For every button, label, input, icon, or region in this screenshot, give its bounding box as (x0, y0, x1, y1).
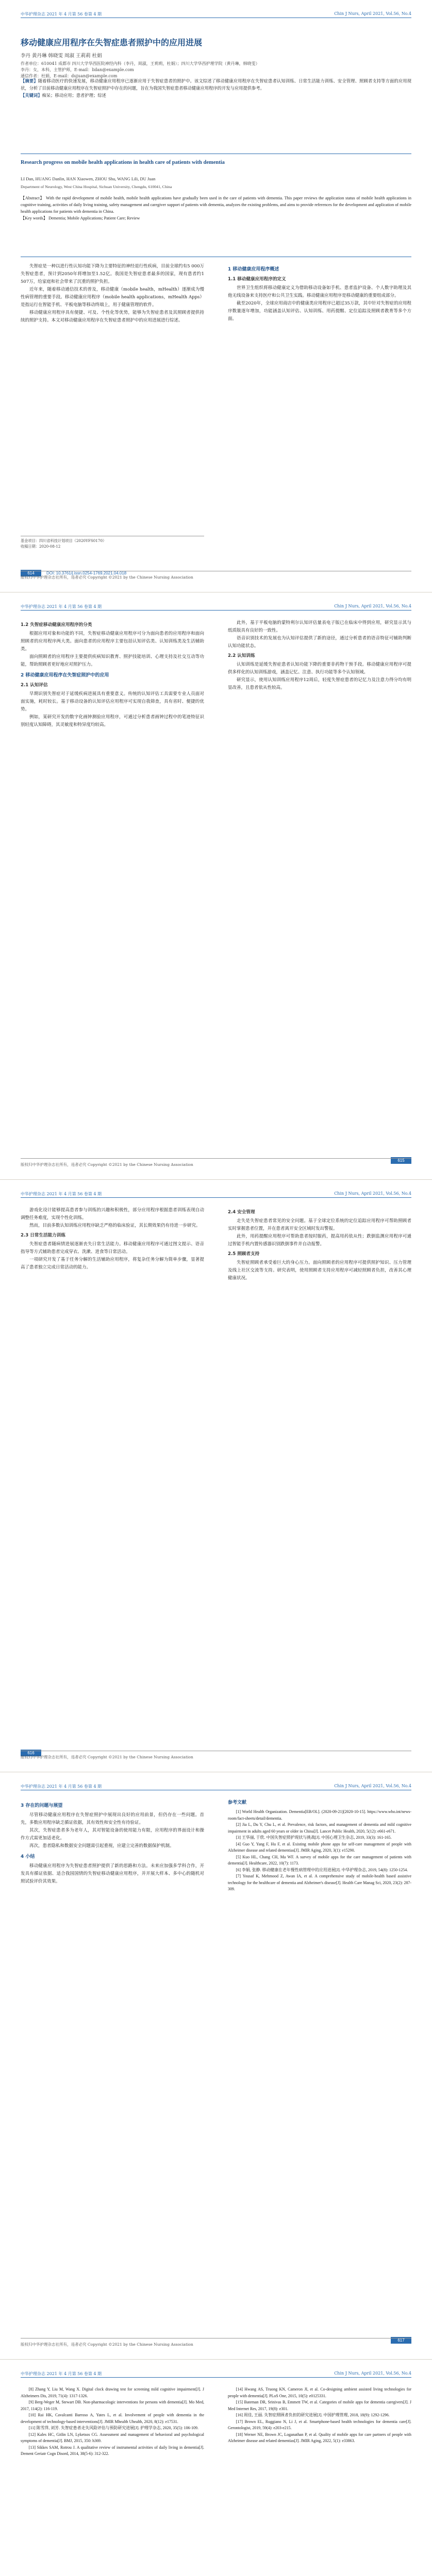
section-heading: 4 小结 (21, 1854, 35, 1859)
reference-item: [15] Bateman DR, Srinivas B, Emmett TW, et al. Categories of mobile apps for dementia caregivers[J]. J Med Internet Res, 2017, 19(8): e301. (228, 2400, 411, 2411)
footer-copyright: 版权归中华护理杂志社所有，违者必究 Copyright ©2021 by the Chinese Nursing Association (21, 1162, 193, 1167)
running-head-left: 中华护理杂志 2021 年 4 月第 56 卷第 4 期 (21, 2371, 102, 2376)
reference-item: [1] World Health Organization. Dementia[EB/OL]. (2020-09-21)[2020-10-15]. https://www.who.int/news-room/fact-sheets/detail/dementia. (228, 1809, 411, 1821)
references-column-left (21, 2386, 204, 2458)
reference-item: [5] Kuo HL, Chang CH, Ma WF. A survey of mobile apps for the care management of patients with dementia[J]. Healthcare, 2022, 10(7): 1173. (228, 1854, 411, 1866)
body-column-left (21, 619, 204, 729)
section-heading: 3 存在的问题与展望 (21, 1803, 63, 1808)
running-head (21, 1191, 411, 1198)
body-column-right (228, 1207, 411, 1282)
paragraph: 移动健康应用程序具有便捷、可及、个性化等优势，能够为失智症患者及其照顾者提供持续的照护支持。本文对移动健康应用程序在失智症患者照护中的应用进展进行综述。 (21, 310, 204, 323)
paragraph: 根据应用对象和功能的不同，失智症移动健康应用程序可分为面向患者的应用程序和面向照顾者的应用程序两大类。面向患者的应用程序主要包括认知评估类、认知训练类及生活辅助类。 (21, 631, 204, 652)
paragraph: 再次，患者隐私和数据安全问题需引起重视，应建立完善的数据保护机制。 (29, 1843, 174, 1849)
reference-item: [9] Berg-Weger M, Stewart DB. Non-pharmacologic interventions for persons with dementia[J]. Mo Med, 2017, 114(2): 116-119. (21, 2400, 204, 2411)
article-title-en: Research progress on mobile health applications in health care of patients with dementia (21, 160, 225, 165)
body-column-left (21, 1799, 204, 1886)
subsection-heading: 2.2 认知训练 (228, 653, 255, 658)
reference-item: [7] Yousaf K, Mehmood Z, Awan IA, et al. A comprehensive study of mobile-health based assistive technology for the healthcare of dementia and Alzheimer's disease[J]. Health Care Manag Sci, 2020, 23(2): 287-309. (228, 1874, 411, 1891)
paragraph: 认知训练是延缓失智症患者认知功能下降的重要非药物干预手段。移动健康应用程序可提供多样化的认知训练游戏，涵盖记忆、注意、执行功能等多个认知领域。 (228, 662, 411, 675)
subsection-heading: 1.2 失智症移动健康应用程序的分类 (21, 622, 92, 628)
abstract-cn (21, 77, 411, 99)
reference-item: [18] Werner NE, Brown JC, Loganathan P, et al. Quality of mobile apps for care partners of people with Alzheimer disease and related dementias[J]. JMIR Aging, 2022, 5(1): e33863. (228, 2432, 411, 2443)
paragraph: 近年来，随着移动通信技术的普及，移动健康（mobile health，mHealth）逐渐成为慢性病管理的重要手段。移动健康应用程序（mobile health applications，mHealth Apps）是指运行在智能手机、平板电脑等移动终端上，用于健康管理的软件。 (21, 287, 204, 308)
paragraph: 一项研究开发了基于任务分解的生活辅助应用程序，将复杂任务分解为简单步骤，显著提高了患者独立完成日常活动的能力。 (21, 1257, 204, 1270)
body-column-left (21, 263, 204, 325)
subsection-heading: 1.1 移动健康应用程序的定义 (228, 277, 286, 282)
reference-item: [2] Jia L, Du Y, Chu L, et al. Prevalence, risk factors, and management of dementia and mild cognitive impairment in adults aged 60 years or older in China[J]. Lancet Public Health, 2020, 5(12): e661-e671. (228, 1822, 411, 1834)
paragraph: 尽管移动健康应用程序在失智症照护中展现出良好的应用前景，但仍存在一些问题。首先，多数应用程序缺乏循证依据，其有效性和安全性有待验证。 (21, 1812, 204, 1825)
running-head (21, 11, 411, 18)
subsection-heading: 2.4 安全管理 (228, 1210, 255, 1215)
body-column-left (21, 1207, 204, 1272)
references-column-right (228, 2386, 411, 2445)
paragraph: 失智症患者随病情进展逐渐丧失日常生活能力。移动健康应用程序可通过图文提示、语音指导等方式辅助患者完成穿衣、洗漱、进食等日常活动。 (21, 1242, 204, 1255)
running-head-left: 中华护理杂志 2021 年 4 月第 56 卷第 4 期 (21, 604, 102, 609)
subsection-heading: 2.3 日常生活能力训练 (21, 1233, 65, 1238)
running-head-right: Chin J Nurs, April 2021, Vol.56, No.4 (334, 2371, 411, 2376)
paragraph: 失智症是一种以进行性认知功能下降为主要特征的神经退行性疾病，目前全球约有5 000万失智症患者，预计到2050年将增加至1.52亿。我国是失智症患者最多的国家，现有患者约1 507万，给家庭和社会带来了沉重的照护负担。 (21, 264, 204, 284)
running-head (21, 1784, 411, 1790)
keywords-label: 【关键词】 (21, 93, 42, 98)
references-heading: 参考文献 (228, 1800, 247, 1805)
journal-page-5 (0, 2360, 432, 2576)
reference-item: [11] 陈雪萍, 刘芳. 失智症患者走失风险评估与预防研究进展[J]. 护理学杂志, 2020, 35(5): 106-109. (28, 2426, 198, 2430)
paragraph: 游戏化设计能够提高患者参与训练的兴趣和积极性，部分应用程序根据患者训练表现自动调整任务难度，实现个性化训练。 (21, 1208, 204, 1221)
running-head-right: Chin J Nurs, April 2021, Vol.56, No.4 (334, 1191, 411, 1196)
abstract-en: 【Abstract】 With the rapid development of mobile health, mobile health applications have gradually been used in the care of patients with dementia. This paper reviews the application status of mobile health applications in cognitive training, activities of daily living training, safety management and caregiver support of patients with dementia, analyzes the existing problems, and aims to provide references for the development and application of mobile health applications for patients with dementia in China. 【Key words】 Dementia; Mobile Applications; Patient Care; Review (21, 196, 411, 221)
paragraph: 语音识别技术的发展也为认知评估提供了新的途径，通过分析患者的语音特征可辅助判断认知功能状态。 (228, 636, 411, 649)
reference-item: [4] Guo Y, Yang F, Hu F, et al. Existing mobile phone apps for self-care management of people with Alzheimer disease and related dementias[J]. JMIR Aging, 2020, 3(1): e15290. (228, 1841, 411, 1853)
page-number: 615 (391, 1157, 411, 1164)
reference-item: [16] 周佳, 王丽. 失智症照顾者负担的研究进展[J]. 中国护理管理, 2018, 18(9): 1292-1296. (236, 2413, 390, 2417)
running-head (21, 604, 411, 611)
paragraph: 其次，失智症患者多为老年人，其对智能设备的使用能力有限，应用程序的界面设计和操作方式需更加适老化。 (21, 1828, 204, 1841)
page-number: 614 (21, 570, 41, 577)
running-head-left: 中华护理杂志 2021 年 4 月第 56 卷第 4 期 (21, 1784, 102, 1789)
keywords-text: 痴呆；移动应用；患者护理；综述 (42, 93, 106, 98)
paragraph: 失智症照顾者承受着巨大的身心压力。面向照顾者的应用程序可提供照护知识、压力管理及线上社区交流等支持。研究表明，使用照顾者支持应用程序可减轻照顾者负担，改善其心理健康状况。 (228, 1260, 411, 1281)
paragraph: 面向照顾者的应用程序主要提供疾病知识教育、照护技能培训、心理支持及社交互动等功能，帮助照顾者更好地应对照护压力。 (21, 654, 204, 667)
running-head-right: Chin J Nurs, April 2021, Vol.56, No.4 (334, 1784, 411, 1788)
abstract-label: 【摘要】 (21, 78, 38, 83)
abstract-text: 随着移动医疗的快速发展，移动健康应用程序已逐渐应用于失智症患者的照护中。该文综述了移动健康应用程序在失智症患者认知训练、日常生活能力训练、安全管理、照顾者支持等方面的应用现状，分析了目前移动健康应用程序在失智症照护中存在的问题，旨在为我国失智症患者移动健康应用程序的开发与应用提供参考。 (21, 78, 411, 91)
author-list-en: LI Dan, HUANG Danlin, HAN Xiaowen, ZHOU Shu, WANG Lili, DU Juan (21, 176, 156, 181)
article-title: 移动健康应用程序在失智症患者照护中的应用进展 (21, 38, 203, 47)
reference-item: [12] Kales HC, Gitlin LN, Lyketsos CG. Assessment and management of behavioral and psychological symptoms of dementia[J]. BMJ, 2015, 350: h369. (21, 2432, 204, 2443)
paragraph: 然而，目前多数认知训练应用程序缺乏严格的临床验证，其长期效果仍有待进一步研究。 (29, 1223, 201, 1228)
journal-page-2 (0, 592, 432, 1180)
footer-copyright: 版权归中华护理杂志社所有，违者必究 Copyright ©2021 by the Chinese Nursing Association (21, 575, 193, 580)
paragraph: 早期识别失智症对于延缓疾病进展具有重要意义。传统的认知评估工具需要专业人员面对面实施，耗时较长。基于移动设备的认知评估应用程序可实现自我筛查，具有省时、便捷的优势。 (21, 691, 204, 712)
running-head (21, 2371, 411, 2378)
paragraph: 研究显示，使用认知训练应用程序12周后，轻度失智症患者的记忆力及注意力得分均有明显改善，且患者依从性较高。 (228, 677, 411, 690)
page-footer (21, 1751, 411, 1766)
body-column-right (228, 619, 411, 692)
page-number: 617 (391, 2337, 411, 2344)
reference-item: [17] Brown EL, Ruggiano N, Li J, et al. Smartphone-based health technologies for dementia care[J]. Gerontologist, 2019, 59(4): e203-e215. (228, 2419, 411, 2430)
section-heading: 2 移动健康应用程序在失智症照护中的应用 (21, 673, 109, 678)
paragraph: 例如，某研究开发的数字化画钟测验应用程序，可通过分析患者画钟过程中的笔迹特征识别轻度认知障碍，其灵敏度和特异度均较高。 (21, 715, 204, 727)
running-head-left: 中华护理杂志 2021 年 4 月第 56 卷第 4 期 (21, 12, 102, 16)
author-list: 李丹 黄丹琳 韩晓雯 周淑 王莉莉 杜娟 (21, 53, 102, 59)
footnote: 基金项目：四川省科技计划项目（2020YFS0170） 收稿日期：2020-08-12 (21, 536, 204, 549)
running-head-right: Chin J Nurs, April 2021, Vol.56, No.4 (334, 604, 411, 608)
running-head-right: Chin J Nurs, April 2021, Vol.56, No.4 (334, 11, 411, 16)
page-number: 616 (21, 1750, 41, 1756)
paragraph: 截至2020年，全球应用商店中的健康类应用程序已超过35万款，其中针对失智症的应用程序数量逐年增加，功能涵盖认知评估、认知训练、用药提醒、定位追踪及照顾者教育等多个方面。 (228, 301, 411, 321)
paragraph: 移动健康应用程序为失智症患者照护提供了新的思路和方法。未来应加强多学科合作，开发具有循证依据、适合我国国情的失智症移动健康应用程序，并开展大样本、多中心的随机对照试验评价其效果。 (21, 1863, 204, 1884)
doi-line: DOI: 10.3761/j.issn.0254-1769.2021.04.018 (46, 571, 127, 575)
reference-item: [14] Hwang AS, Truong KN, Cameron JI, et al. Co-designing ambient assisted living technologies for people with dementia[J]. PLoS One, 2015, 10(5): e0125331. (228, 2387, 411, 2398)
reference-item: [13] Sikkes SAM, Rotrou J. A qualitative review of instrumental activities of daily living in dementia[J]. Dement Geriatr Cogn Disord, 2014, 38(5-6): 312-322. (21, 2445, 204, 2456)
references-column (228, 1799, 411, 1893)
reference-item: [10] Rai HK, Cavalcanti Barroso A, Yates L, et al. Involvement of people with dementia in the development of technology-based interventions[J]. JMIR Mhealth Uhealth, 2020, 8(12): e17531. (21, 2413, 204, 2424)
footer-copyright: 版权归中华护理杂志社所有，违者必究 Copyright ©2021 by the Chinese Nursing Association (21, 1755, 193, 1759)
page-footer (21, 2338, 411, 2353)
paragraph: 走失是失智症患者常见的安全问题。基于全球定位系统的定位追踪应用程序可帮助照顾者实时掌握患者位置，并在患者离开安全区域时发出警报。 (228, 1218, 411, 1231)
journal-page-3 (0, 1180, 432, 1772)
reference-item: [3] 王华丽, 于欣. 中国失智症照护现状与挑战[J]. 中国心理卫生杂志, 2019, 33(3): 161-165. (236, 1835, 392, 1840)
journal-page-4 (0, 1772, 432, 2360)
running-head-left: 中华护理杂志 2021 年 4 月第 56 卷第 4 期 (21, 1192, 102, 1196)
reference-item: [8] Zhang Y, Liu M, Wang X. Digital clock drawing test for screening mild cognitive impairment[J]. J Alzheimers Dis, 2019, 71(4): 1317-1326. (21, 2387, 204, 2398)
paragraph: 此外，用药提醒应用程序可帮助患者按时服药，提高用药依从性；跌倒监测应用程序可通过智能手机内置传感器识别跌倒事件并自动报警。 (228, 1234, 411, 1247)
journal-page-1 (0, 0, 432, 592)
reference-item: [6] 李娟, 张静. 移动健康在老年慢性病管理中的应用进展[J]. 中华护理杂志, 2019, 54(8): 1250-1254. (236, 1867, 408, 1872)
affiliation-en: Department of Neurology, West China Hospital, Sichuan University, Chengdu, 610041, China (21, 184, 172, 189)
paragraph: 世界卫生组织将移动健康定义为借助移动设备如手机、患者监护设备、个人数字助理及其他无线设备来支持医疗和公共卫生实践。移动健康应用程序是移动健康的重要组成部分。 (228, 285, 411, 298)
subsection-heading: 2.1 认知评估 (21, 683, 48, 688)
affiliation: 作者单位：610041 成都市 四川大学华西医院神经内科（李丹，周淑，王莉莉，杜娟）；四川大学华西护理学院（黄丹琳，韩晓雯） 李丹：女，本科，主管护师，E-mail：lidan@example.com 通信作者：杜娟，E-mail：dujuan@example.com (21, 61, 260, 78)
body-column-right (228, 263, 411, 323)
subsection-heading: 2.5 照顾者支持 (228, 1251, 260, 1257)
paragraph: 此外，基于平板电脑的蒙特利尔认知评估量表电子版已在临床中得到应用，研究显示其与纸质版具有良好的一致性。 (228, 620, 411, 633)
footer-copyright: 版权归中华护理杂志社所有，违者必究 Copyright ©2021 by the Chinese Nursing Association (21, 2342, 193, 2347)
page-footer (21, 571, 411, 586)
page-footer (21, 1158, 411, 1173)
section-heading: 1 移动健康应用程序概述 (228, 267, 279, 272)
